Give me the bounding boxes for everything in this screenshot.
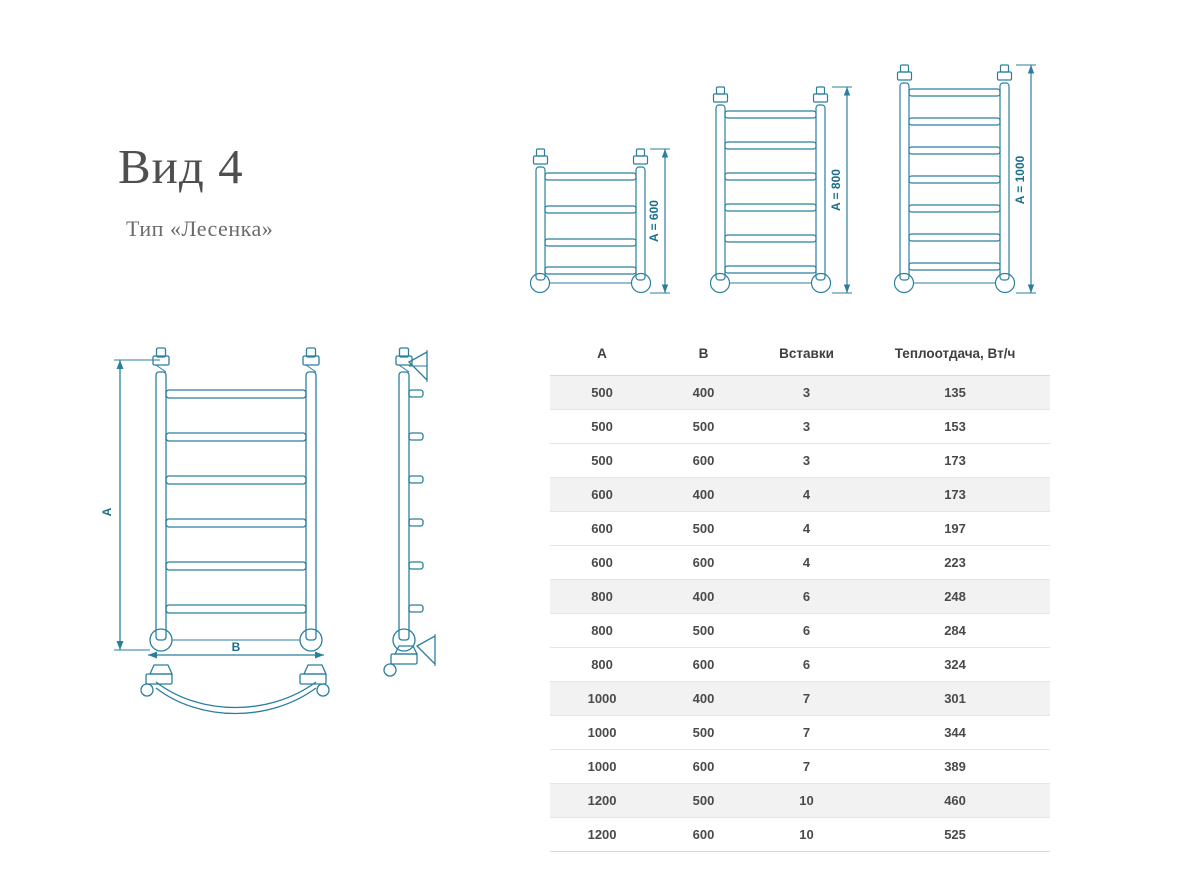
table-row: [550, 478, 1050, 512]
cell-heat: 173: [860, 444, 1050, 478]
table-row: [550, 750, 1050, 784]
cell-inserts: 6: [753, 614, 860, 648]
table-row: [550, 682, 1050, 716]
cell-inserts: 6: [753, 648, 860, 682]
dim-b-label-main: B: [231, 640, 241, 654]
cell-a: 800: [550, 648, 654, 682]
cell-heat: 460: [860, 784, 1050, 818]
side-view-drawing: [375, 340, 465, 685]
cell-heat: 153: [860, 410, 1050, 444]
cell-inserts: 10: [753, 818, 860, 852]
cell-a: 600: [550, 546, 654, 580]
cell-heat: 173: [860, 478, 1050, 512]
cell-a: 800: [550, 580, 654, 614]
table-row: [550, 648, 1050, 682]
variant-1000-label: A = 1000: [1013, 155, 1027, 205]
cell-b: 500: [654, 784, 753, 818]
cell-a: 1000: [550, 716, 654, 750]
cell-b: 600: [654, 444, 753, 478]
cell-a: 1000: [550, 682, 654, 716]
cell-inserts: 3: [753, 376, 860, 410]
table-header-row: [550, 338, 1050, 376]
cell-b: 400: [654, 376, 753, 410]
cell-b: 600: [654, 546, 753, 580]
column-header-inserts: Вставки: [753, 338, 860, 376]
cell-inserts: 7: [753, 716, 860, 750]
cell-heat: 223: [860, 546, 1050, 580]
cell-inserts: 6: [753, 580, 860, 614]
cell-b: 400: [654, 478, 753, 512]
cell-a: 600: [550, 478, 654, 512]
cell-a: 1200: [550, 818, 654, 852]
cell-inserts: 4: [753, 546, 860, 580]
cell-heat: 301: [860, 682, 1050, 716]
cell-inserts: 7: [753, 750, 860, 784]
cell-inserts: 4: [753, 478, 860, 512]
cell-inserts: 10: [753, 784, 860, 818]
cell-a: 600: [550, 512, 654, 546]
table-row: [550, 546, 1050, 580]
cell-heat: 324: [860, 648, 1050, 682]
cell-inserts: 4: [753, 512, 860, 546]
cell-b: 600: [654, 648, 753, 682]
table-row: [550, 818, 1050, 852]
cell-inserts: 7: [753, 682, 860, 716]
column-header-heat-output: Теплоотдача, Вт/ч: [860, 338, 1050, 376]
table-row: [550, 376, 1050, 410]
page-subtitle: Тип «Лесенка»: [126, 215, 274, 241]
cell-b: 600: [654, 750, 753, 784]
dim-a-label-main: A: [100, 507, 114, 517]
cell-b: 500: [654, 512, 753, 546]
cell-heat: 525: [860, 818, 1050, 852]
title-block: [118, 140, 498, 242]
cell-b: 400: [654, 682, 753, 716]
cell-inserts: 3: [753, 410, 860, 444]
cell-heat: 284: [860, 614, 1050, 648]
size-variants-drawing: [510, 40, 1070, 315]
main-front-view-drawing: [90, 330, 380, 755]
variant-600-label: A = 600: [647, 200, 661, 242]
cell-b: 500: [654, 716, 753, 750]
cell-a: 800: [550, 614, 654, 648]
cell-a: 500: [550, 444, 654, 478]
table-row: [550, 444, 1050, 478]
cell-heat: 248: [860, 580, 1050, 614]
cell-heat: 389: [860, 750, 1050, 784]
cell-heat: 197: [860, 512, 1050, 546]
page-title: Вид 4: [118, 139, 244, 194]
cell-a: 500: [550, 410, 654, 444]
cell-heat: 135: [860, 376, 1050, 410]
cell-a: 1200: [550, 784, 654, 818]
table-row: [550, 512, 1050, 546]
variant-800-label: A = 800: [829, 169, 843, 211]
specification-table: [550, 338, 1050, 852]
table-row: [550, 614, 1050, 648]
cell-b: 500: [654, 410, 753, 444]
cell-b: 500: [654, 614, 753, 648]
cell-heat: 344: [860, 716, 1050, 750]
table-row: [550, 580, 1050, 614]
cell-b: 400: [654, 580, 753, 614]
cell-a: 500: [550, 376, 654, 410]
table-row: [550, 410, 1050, 444]
column-header-a: A: [550, 338, 654, 376]
column-header-b: B: [654, 338, 753, 376]
table-row: [550, 784, 1050, 818]
cell-b: 600: [654, 818, 753, 852]
cell-a: 1000: [550, 750, 654, 784]
cell-inserts: 3: [753, 444, 860, 478]
table-row: [550, 716, 1050, 750]
